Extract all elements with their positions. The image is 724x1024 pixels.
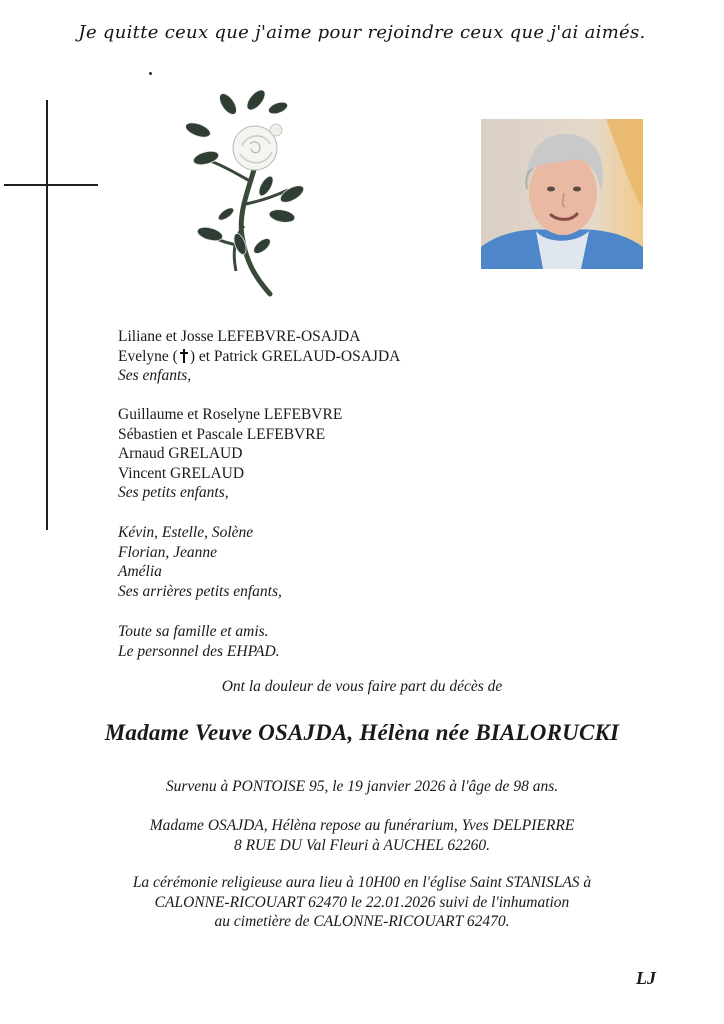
children-line-1: Liliane et Josse LEFEBVRE-OSAJDA bbox=[118, 328, 361, 345]
ceremony-info bbox=[0, 873, 724, 932]
death-info: Survenu à PONTOISE 95, le 19 janvier 2026 à l'âge de 98 ans. bbox=[165, 778, 559, 795]
great-grandchild-names: Amélia bbox=[118, 563, 162, 580]
white-rose-icon bbox=[180, 86, 310, 301]
children-section bbox=[118, 327, 400, 386]
children-line-2-after: ) et Patrick GRELAUD-OSAJDA bbox=[189, 347, 401, 365]
funeral-home-info bbox=[0, 816, 724, 855]
grandchild-name: Sébastien et Pascale LEFEBVRE bbox=[118, 425, 326, 443]
children-line-2-before: Evelyne ( bbox=[118, 347, 178, 365]
grandchild-name: Guillaume et Roselyne LEFEBVRE bbox=[118, 406, 343, 423]
children-line-2 bbox=[118, 347, 400, 367]
epigraph: Je quitte ceux que j'aime pour rejoindre ceux que j'ai aimés. bbox=[78, 22, 646, 43]
great-grandchildren-relation: Ses arrières petits enfants, bbox=[118, 582, 282, 600]
announcement: Ont la douleur de vous faire part du décès de bbox=[221, 678, 503, 695]
cross-icon-vertical-bar bbox=[46, 100, 48, 530]
funeral-home-line: Madame OSAJDA, Hélèna repose au funérarium, Yves DELPIERRE bbox=[149, 817, 575, 834]
great-grandchild-names: Kévin, Estelle, Solène bbox=[118, 524, 254, 541]
grandchildren-relation: Ses petits enfants, bbox=[118, 484, 229, 501]
deceased-name: Madame Veuve OSAJDA, Hélèna née BIALORUCKI bbox=[104, 720, 620, 745]
great-grandchildren-section bbox=[118, 523, 282, 601]
cross-icon-horizontal-bar bbox=[4, 184, 98, 186]
great-grandchild-names: Florian, Jeanne bbox=[118, 543, 218, 561]
funeral-home-line: 8 RUE DU Val Fleuri à AUCHEL 62260. bbox=[233, 836, 491, 854]
deceased-cross-icon bbox=[180, 349, 188, 363]
others-section bbox=[118, 622, 280, 661]
grandchild-name: Arnaud GRELAUD bbox=[118, 445, 243, 462]
portrait-photo bbox=[481, 119, 643, 269]
grandchild-name: Vincent GRELAUD bbox=[118, 464, 245, 482]
grandchildren-section bbox=[118, 405, 342, 503]
ceremony-line: La cérémonie religieuse aura lieu à 10H00 en l'église Saint STANISLAS à bbox=[132, 874, 592, 891]
ceremony-line: au cimetière de CALONNE-RICOUART 62470. bbox=[214, 913, 510, 930]
children-relation: Ses enfants, bbox=[118, 367, 192, 384]
initials: LJ bbox=[636, 968, 656, 988]
others-line: Le personnel des EHPAD. bbox=[118, 642, 280, 660]
stray-dot bbox=[149, 72, 152, 75]
others-line: Toute sa famille et amis. bbox=[118, 623, 269, 640]
ceremony-line: CALONNE-RICOUART 62470 le 22.01.2026 suivi de l'inhumation bbox=[154, 893, 570, 911]
